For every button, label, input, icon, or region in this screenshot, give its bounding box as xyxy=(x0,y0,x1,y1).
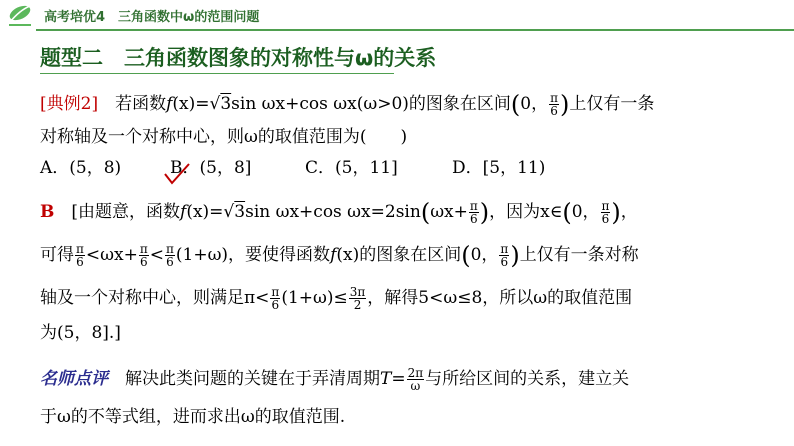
header-title: 高考培优4 三角函数中ω的范围问题 xyxy=(44,10,260,25)
text: π xyxy=(550,91,558,105)
text: 3 xyxy=(220,94,232,114)
paren: ) xyxy=(510,241,520,270)
text: <ωx+ xyxy=(85,245,138,265)
example-line-2: 对称轴及一个对称中心，则ω的取值范围为( ) xyxy=(40,127,408,147)
checkmark-icon xyxy=(163,162,191,186)
text: ，因为x∈ xyxy=(489,202,563,222)
fraction xyxy=(499,243,509,268)
text: π xyxy=(469,199,478,213)
paren: ) xyxy=(611,198,621,227)
text: 2 xyxy=(353,298,362,312)
text: ，解得5<ω≤8，所以ω的取值范围 xyxy=(367,288,633,308)
text: 6 xyxy=(500,255,509,269)
text: 与所给区间的关系，建立关 xyxy=(425,369,630,389)
option-b: B．(5，8] xyxy=(170,158,252,178)
fraction xyxy=(139,243,149,268)
text: = xyxy=(391,369,406,389)
text: f xyxy=(180,202,187,222)
fraction xyxy=(349,286,367,311)
fraction xyxy=(165,243,175,268)
text: π xyxy=(271,285,280,299)
section-underline xyxy=(40,73,394,74)
text: 3π xyxy=(349,285,366,299)
fraction xyxy=(270,286,280,311)
text: sin ωx+cos ωx(ω>0)的图象在区间 xyxy=(231,94,511,114)
solution-line-2 xyxy=(40,243,639,268)
text: π xyxy=(601,199,610,213)
solution-line-3 xyxy=(40,286,632,311)
example-line-1 xyxy=(40,92,654,117)
text: (1+ω)≤ xyxy=(281,288,348,308)
text: π xyxy=(165,242,174,256)
text: 6 xyxy=(550,104,558,118)
text: 3 xyxy=(234,202,246,222)
text: T xyxy=(380,369,392,389)
text: 0， xyxy=(520,94,549,114)
fraction xyxy=(469,200,479,225)
text: 上仅有一条 xyxy=(569,94,655,114)
text: sin ωx+cos ωx=2sin xyxy=(245,202,421,222)
option-c: C．(5，11] xyxy=(305,158,398,178)
sqrt-symbol: √ xyxy=(223,202,235,222)
paren: ( xyxy=(420,198,431,227)
text: π xyxy=(139,242,148,256)
text: f xyxy=(166,94,173,114)
fraction xyxy=(407,367,425,392)
comment-line-2: 于ω的不等式组，进而求出ω的取值范围. xyxy=(40,407,346,427)
paren: ( xyxy=(510,90,521,119)
fraction xyxy=(549,92,559,117)
paren: ( xyxy=(461,241,471,270)
section-title: 题型二 三角函数图象的对称性与ω的关系 xyxy=(40,46,437,70)
text: < xyxy=(149,245,164,265)
comment-tag: 名师点评 xyxy=(40,369,108,389)
text: 6 xyxy=(470,212,478,226)
text: 解决此类问题的关键在于弄清周期 xyxy=(108,369,380,389)
text: 0， xyxy=(571,202,600,222)
sqrt-symbol: √ xyxy=(209,94,221,114)
paren: ( xyxy=(562,198,572,227)
solution-line-4: 为(5，8].] xyxy=(40,323,121,343)
text: π xyxy=(500,242,509,256)
header-divider xyxy=(36,29,794,31)
text: 2π xyxy=(407,366,424,380)
paren: ) xyxy=(479,198,490,227)
text: ω xyxy=(410,379,421,393)
text: 轴及一个对称中心，则满足π< xyxy=(40,288,270,308)
top-bar xyxy=(0,0,794,30)
option-a: A．(5，8) xyxy=(40,158,122,178)
text: 若函数 xyxy=(115,94,167,114)
text: 上仅有一条对称 xyxy=(519,245,639,265)
text: 可得 xyxy=(40,245,74,265)
solution-line-1 xyxy=(40,200,638,225)
fraction xyxy=(601,200,611,225)
text: 6 xyxy=(166,255,174,269)
text: π xyxy=(76,242,84,256)
text: 6 xyxy=(76,255,84,269)
text: ωx+ xyxy=(430,202,468,222)
option-d: D．[5，11) xyxy=(452,158,546,178)
text: 6 xyxy=(139,255,148,269)
text: [由题意，函数 xyxy=(71,202,181,222)
text: ， xyxy=(620,202,638,222)
example-tag: [典例2] xyxy=(40,94,99,114)
text: (x)的图象在区间 xyxy=(336,245,462,265)
fraction xyxy=(75,243,85,268)
paren: ) xyxy=(560,90,570,119)
text: (x)= xyxy=(186,202,224,222)
leaf-logo-icon xyxy=(6,2,34,28)
comment-line-1 xyxy=(40,367,629,392)
text: 6 xyxy=(271,298,280,312)
text: (x)= xyxy=(172,94,210,114)
text: 6 xyxy=(601,212,610,226)
text: 0， xyxy=(470,245,499,265)
text: (1+ω)，要使得函数 xyxy=(175,245,331,265)
text: f xyxy=(330,245,337,265)
answer-letter: B xyxy=(40,202,55,222)
